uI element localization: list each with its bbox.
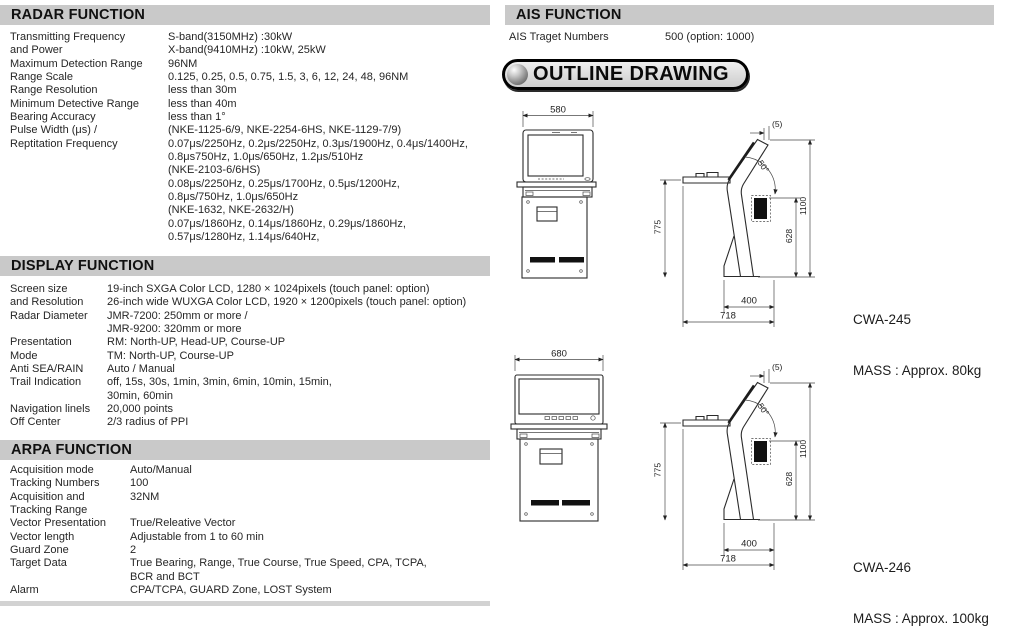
keyboard-shelf-front xyxy=(511,424,607,439)
spec-label: Presentation xyxy=(10,336,72,349)
spec-value: True/Releative Vector xyxy=(130,517,236,530)
pedestal-front xyxy=(520,439,598,521)
dim-label-height-total: 1100 xyxy=(798,439,808,459)
spec-row xyxy=(10,491,490,504)
model-label-cwa-245 xyxy=(853,277,981,396)
spec-label: Guard Zone xyxy=(10,544,69,557)
dimension-tilt-angle xyxy=(745,400,775,437)
spec-row xyxy=(10,191,490,204)
dimension-width xyxy=(523,105,593,128)
spec-label: AIS Traget Numbers xyxy=(509,31,609,43)
spec-row xyxy=(10,416,490,429)
spec-row xyxy=(10,218,490,231)
spec-row xyxy=(10,323,490,336)
outline-drawing-title: OUTLINE DRAWING xyxy=(533,63,729,85)
spec-label: Trail Indication xyxy=(10,376,82,389)
spec-value: BCR and BCT xyxy=(130,570,200,583)
spec-label xyxy=(10,204,168,217)
section-title: RADAR FUNCTION xyxy=(11,7,146,23)
page-bottom-divider xyxy=(0,601,490,606)
dimension-height-box xyxy=(769,198,801,277)
outline-drawing-banner xyxy=(502,59,749,90)
spec-row xyxy=(10,390,490,403)
monitor-front xyxy=(523,130,593,182)
spec-value: 0.07μs/1860Hz, 0.14μs/1860Hz, 0.29μs/1860Hz, xyxy=(168,217,406,230)
spec-label: Transmitting Frequency xyxy=(10,31,126,43)
dim-label-top-clearance: (5) xyxy=(772,119,783,129)
spec-label xyxy=(10,191,168,204)
side-view-cwa-246 xyxy=(640,343,840,588)
radar-spec-table xyxy=(10,31,490,245)
spec-label: Maximum Detection Range xyxy=(10,57,143,70)
spec-label: and Power xyxy=(10,44,63,57)
dim-label-height-console: 775 xyxy=(652,219,663,235)
spec-value: 0.8μs/750Hz, 1.0μs/650Hz xyxy=(168,191,299,204)
spec-value: 96NM xyxy=(168,57,198,70)
spec-label xyxy=(10,151,168,164)
spec-row xyxy=(10,44,490,57)
spec-value: 30min, 60min xyxy=(107,389,174,402)
display-spec-table xyxy=(10,283,490,430)
spec-label xyxy=(10,323,107,336)
front-view-cwa-246 xyxy=(500,343,640,588)
spec-value: 20,000 points xyxy=(107,403,174,416)
spec-row xyxy=(10,557,490,570)
spec-value: TM: North-UP, Course-UP xyxy=(107,349,234,362)
spec-label: Alarm xyxy=(10,584,39,597)
arpa-spec-table xyxy=(10,464,490,597)
spec-value: 500 (option: 1000) xyxy=(665,31,755,43)
spec-label: Mode xyxy=(10,349,38,362)
dim-label-height-box: 628 xyxy=(784,471,794,487)
spec-row xyxy=(10,376,490,389)
spec-row xyxy=(10,31,490,44)
spec-value: True Bearing, Range, True Course, True Speed, CPA, TCPA, xyxy=(130,557,427,570)
model-label-cwa-246 xyxy=(853,525,989,644)
dim-label-height-box: 628 xyxy=(784,228,794,244)
spec-row xyxy=(10,231,490,244)
spec-row xyxy=(10,464,490,477)
spec-value: 2 xyxy=(130,544,137,557)
spec-value: Auto / Manual xyxy=(107,363,175,376)
spec-row xyxy=(10,584,490,597)
spec-value: 0.125, 0.25, 0.5, 0.75, 1.5, 3, 6, 12, 24, 48, 96NM xyxy=(168,71,409,84)
section-title: AIS FUNCTION xyxy=(516,7,622,23)
spec-label: Tracking Range xyxy=(10,504,88,517)
section-header-radar xyxy=(0,5,490,25)
dimension-width xyxy=(515,349,603,372)
spec-row xyxy=(10,98,490,111)
spec-value: 0.57μs/1280Hz, 1.14μs/640Hz, xyxy=(168,231,320,244)
spec-label: Navigation linels xyxy=(10,403,91,416)
spec-row xyxy=(10,477,490,490)
section-header-arpa xyxy=(0,440,490,460)
spec-label: Acquisition and xyxy=(10,490,85,503)
spec-label: Target Data xyxy=(10,557,67,570)
spec-row xyxy=(10,283,490,296)
spec-label: Reptitation Frequency xyxy=(10,137,118,150)
spec-label xyxy=(10,231,168,244)
spec-row xyxy=(10,124,490,137)
front-view-cwa-245 xyxy=(500,100,640,345)
spec-value: 100 xyxy=(130,477,149,490)
spec-row xyxy=(10,296,490,309)
spec-row xyxy=(10,403,490,416)
model-mass: MASS : Approx. 100kg xyxy=(853,611,989,626)
monitor-front xyxy=(515,375,603,424)
dim-label-height-total: 1100 xyxy=(798,196,808,216)
spec-value: less than 30m xyxy=(168,84,237,97)
side-view-cwa-245 xyxy=(640,100,840,345)
dim-label-width: 680 xyxy=(551,348,567,360)
dim-label-height-console: 775 xyxy=(652,462,663,478)
spec-label: and Resolution xyxy=(10,296,84,309)
model-mass: MASS : Approx. 80kg xyxy=(853,363,982,378)
section-header-ais xyxy=(505,5,994,25)
dim-label-depth-base: 400 xyxy=(741,295,757,307)
spec-row xyxy=(10,84,490,97)
spec-value: JMR-9200: 320mm or more xyxy=(107,323,242,336)
spec-row xyxy=(10,164,490,177)
model-number: CWA-246 xyxy=(853,560,912,575)
spec-row xyxy=(10,204,490,217)
spec-value: 32NM xyxy=(130,490,160,503)
spec-value: Auto/Manual xyxy=(130,464,192,476)
dim-label-depth-base: 400 xyxy=(741,538,757,550)
spec-value: less than 40m xyxy=(168,97,237,110)
spec-label: Vector length xyxy=(10,530,75,543)
spec-label xyxy=(10,218,168,231)
dim-label-tilt-angle: 50° xyxy=(755,158,772,175)
spec-row xyxy=(10,544,490,557)
spec-value: S-band(3150MHz) :30kW xyxy=(168,31,293,43)
keyboard-shelf-front xyxy=(517,182,596,197)
spec-value: 0.8μs750Hz, 1.0μs/650Hz, 1.2μs/510Hz xyxy=(168,151,364,164)
spec-value: X-band(9410MHz) :10kW, 25kW xyxy=(168,44,326,57)
spec-label: Acquisition mode xyxy=(10,464,94,476)
spec-value: RM: North-UP, Head-UP, Course-UP xyxy=(107,336,286,349)
spec-row xyxy=(509,31,989,44)
dimension-height-console xyxy=(653,180,682,277)
spec-label xyxy=(10,164,168,177)
spec-row xyxy=(10,71,490,84)
spec-value: (NKE-1125-6/9, NKE-2254-6HS, NKE-1129-7/9) xyxy=(168,124,402,137)
dim-label-depth-total: 718 xyxy=(720,310,736,322)
model-number: CWA-245 xyxy=(853,312,912,327)
spec-label: Off Center xyxy=(10,416,61,429)
dim-label-depth-total: 718 xyxy=(720,553,736,565)
spec-row xyxy=(10,350,490,363)
section-header-display xyxy=(0,256,490,276)
spec-row xyxy=(10,363,490,376)
spec-row xyxy=(10,178,490,191)
spec-value: Adjustable from 1 to 60 min xyxy=(130,530,264,543)
section-title: DISPLAY FUNCTION xyxy=(11,258,155,274)
spec-label: Radar Diameter xyxy=(10,309,88,322)
ais-spec-table xyxy=(509,31,989,44)
spec-row xyxy=(10,151,490,164)
spec-row xyxy=(10,58,490,71)
dim-label-top-clearance: (5) xyxy=(772,362,783,372)
spec-row xyxy=(10,517,490,530)
dimension-top-clearance xyxy=(750,119,783,140)
spec-row xyxy=(10,310,490,323)
spec-label: Range Resolution xyxy=(10,84,98,97)
spec-value: 2/3 radius of PPI xyxy=(107,416,189,429)
spec-row xyxy=(10,531,490,544)
spec-value: (NKE-2103-6/6HS) xyxy=(168,164,261,177)
spec-label: Range Scale xyxy=(10,71,73,84)
spec-label: Tracking Numbers xyxy=(10,477,100,490)
dimension-height-console xyxy=(653,423,682,520)
spec-row xyxy=(10,571,490,584)
spec-value: 19-inch SXGA Color LCD, 1280 × 1024pixels (touch panel: option) xyxy=(107,283,430,295)
pedestal-front xyxy=(522,197,587,278)
spec-label xyxy=(10,571,130,584)
spec-label: Bearing Accuracy xyxy=(10,111,96,124)
spec-value: JMR-7200: 250mm or more / xyxy=(107,309,248,322)
dimension-tilt-angle xyxy=(745,157,775,194)
spec-label: Minimum Detective Range xyxy=(10,97,139,110)
spec-row xyxy=(10,138,490,151)
spec-row xyxy=(10,336,490,349)
spec-value: CPA/TCPA, GUARD Zone, LOST System xyxy=(130,584,332,597)
dimension-top-clearance xyxy=(750,362,783,383)
spec-label: Anti SEA/RAIN xyxy=(10,363,84,376)
spec-value: less than 1° xyxy=(168,111,226,124)
dimension-height-box xyxy=(769,441,801,520)
dim-label-tilt-angle: 50° xyxy=(755,401,772,418)
spec-value: 26-inch wide WUXGA Color LCD, 1920 × 1200pixels (touch panel: option) xyxy=(107,296,467,309)
spec-value: 0.07μs/2250Hz, 0.2μs/2250Hz, 0.3μs/1900Hz, 0.4μs/1400Hz, xyxy=(168,137,468,150)
section-title: ARPA FUNCTION xyxy=(11,442,133,458)
spec-value: off, 15s, 30s, 1min, 3min, 6min, 10min, 15min, xyxy=(107,376,332,389)
sphere-icon xyxy=(507,64,528,85)
spec-value: 0.08μs/2250Hz, 0.25μs/1700Hz, 0.5μs/1200Hz, xyxy=(168,177,400,190)
dim-label-width: 580 xyxy=(550,104,566,116)
spec-label xyxy=(10,178,168,191)
spec-row xyxy=(10,111,490,124)
spec-label xyxy=(10,390,107,403)
spec-row xyxy=(10,504,490,517)
spec-label: Pulse Width (μs) / xyxy=(10,124,98,137)
spec-label: Screen size xyxy=(10,283,68,295)
spec-value: (NKE-1632, NKE-2632/H) xyxy=(168,204,294,217)
spec-label: Vector Presentation xyxy=(10,517,107,530)
